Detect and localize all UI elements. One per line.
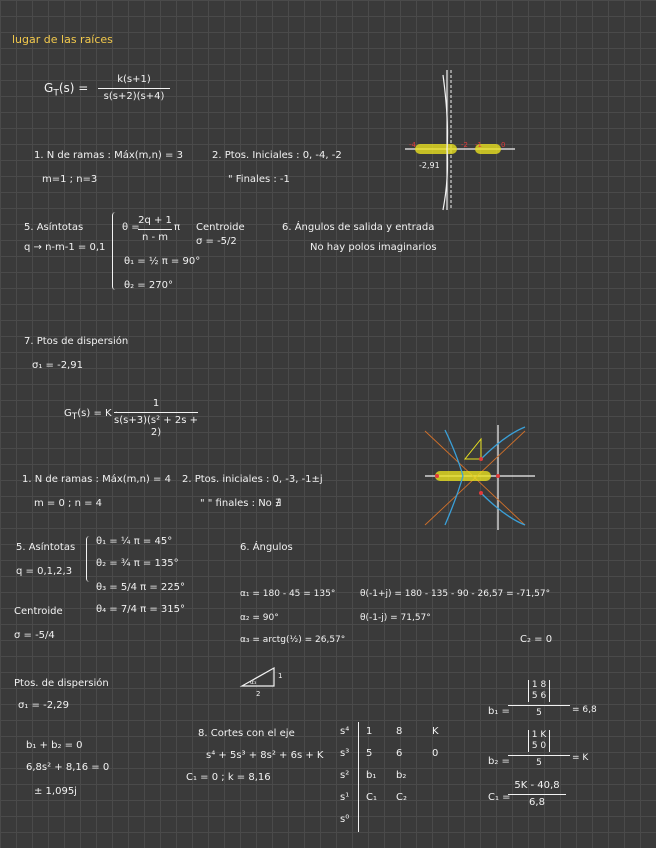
ex1-dispersion-value: σ₁ = -2,91 (32, 360, 83, 371)
b1-value: = 6,8 (572, 705, 597, 715)
b1-denominator: 5 (508, 705, 570, 718)
ex1-fraction (98, 74, 170, 103)
ex2-dispersion-title: Ptos. de dispersión (14, 678, 109, 689)
ex1-pole-mark: -1 (475, 141, 482, 149)
ex1-branches: 1. N de ramas : Máx(m,n) = 3 (34, 150, 183, 161)
det-cell: 1 (531, 680, 538, 690)
det-cell: 8 (540, 680, 547, 690)
b2-fraction (508, 730, 570, 768)
ex2-angles-title: 6. Ángulos (240, 542, 293, 553)
ex1-pole-mark: -2 (461, 141, 468, 149)
ex1-mn: m=1 ; n=3 (42, 174, 98, 185)
routh-cell: 1 (366, 726, 373, 737)
ex2-beta-plus: θ(-1+j) = 180 - 135 - 90 - 26,57 = -71,57° (360, 589, 551, 599)
det-cell: 5 (531, 741, 538, 751)
ex2-theta4: θ₄ = 7/4 π = 315° (96, 604, 185, 615)
ex2-eq1: b₁ + b₂ = 0 (26, 740, 83, 751)
ex2-asymptotes-title: 5. Asíntotas (16, 542, 76, 553)
ex2-root-locus-plot (425, 425, 535, 530)
c1-denominator: 6,8 (529, 797, 545, 808)
routh-cell: b₁ (366, 770, 377, 781)
routh-cell: 0 (432, 748, 439, 759)
det-cell: K (540, 730, 547, 740)
b1-determinant (528, 680, 550, 702)
brace (112, 212, 119, 290)
ex2-g-sub: T (71, 412, 78, 422)
ex1-angles-title: 6. Ángulos de salida y entrada (282, 222, 435, 233)
triangle-side-label: 1 (278, 672, 283, 680)
ex2-alpha1: α₁ = 180 - 45 = 135° (240, 589, 336, 599)
ex1-denominator: s(s+2)(s+4) (103, 91, 165, 102)
brace (86, 536, 93, 582)
ex1-g-label: G (44, 81, 54, 95)
ex2-theta1: θ₁ = ¼ π = 45° (96, 536, 173, 547)
ex2-poles-start: 2. Ptos. iniciales : 0, -3, -1±j (182, 474, 323, 485)
routh-cell: 8 (396, 726, 403, 737)
ex2-alpha2: α₂ = 90° (240, 613, 279, 623)
ex2-char-eq: s⁴ + 5s³ + 8s² + 6s + K (206, 750, 324, 761)
ex2-g-label: G (64, 408, 72, 419)
ex1-theta2: θ₂ = 270° (124, 280, 173, 291)
routh-cell: K (432, 726, 439, 737)
det-cell: 1 (531, 730, 538, 740)
ex1-theta1: θ₁ = ½ π = 90° (124, 256, 201, 267)
ex2-q-range: q = 0,1,2,3 (16, 566, 73, 577)
ex1-theta-eq: θ = (122, 222, 140, 233)
ex1-theta-pi: π (174, 222, 181, 233)
ex2-theta2: θ₂ = ¾ π = 135° (96, 558, 179, 569)
ex1-g-arg: (s) = (58, 81, 89, 95)
angle-triangle-sketch (240, 662, 290, 698)
ex2-branches: 1. N de ramas : Máx(m,n) = 4 (22, 474, 171, 485)
ex1-theta-fraction (138, 215, 172, 244)
b1-fraction (508, 680, 570, 718)
ex1-centroid-label: Centroide (196, 222, 245, 233)
ex1-centroid-value: σ = -5/2 (196, 236, 237, 247)
ex2-g-arg: (s) = K · (77, 408, 118, 419)
ex1-asymptotes-title: 5. Asíntotas (24, 222, 84, 233)
ex2-fraction (114, 398, 198, 439)
routh-cell: C₁ (366, 792, 377, 803)
page-title: lugar de las raíces (12, 33, 113, 46)
routh-cell: 6 (396, 748, 403, 759)
ex2-c2: C₂ = 0 (520, 634, 553, 645)
ex2-centroid-label: Centroide (14, 606, 63, 617)
ex2-centroid-value: σ = -5/4 (14, 630, 55, 641)
ex1-poles-end: " Finales : -1 (228, 174, 290, 185)
fraction-bar (138, 229, 172, 230)
routh-power: s³ (340, 748, 350, 759)
det-cell: 5 (531, 691, 538, 701)
routh-power: s¹ (340, 792, 350, 803)
det-cell: 0 (540, 741, 547, 751)
ex2-beta-minus: θ(-1-j) = 71,57° (360, 613, 431, 623)
ex2-eq3: ± 1,095j (34, 786, 77, 797)
ex2-theta3: θ₃ = 5/4 π = 225° (96, 582, 185, 593)
ex1-breakaway-label: -2,91 (419, 161, 440, 170)
ex1-g-sub: T (53, 88, 59, 99)
ex2-denominator: s(s+3)(s² + 2s + 2) (114, 415, 198, 438)
routh-power: s⁰ (340, 814, 350, 825)
ex2-poles-end: " " finales : No ∄ (200, 498, 282, 509)
ex2-cuts-title: 8. Cortes con el eje (198, 728, 295, 739)
ex1-root-locus-plot (405, 70, 515, 210)
routh-cell: b₂ (396, 770, 407, 781)
ex2-numerator: 1 (152, 398, 160, 409)
c1-label: C₁ = (488, 792, 511, 803)
c1-numerator: 5K - 40,8 (514, 780, 560, 791)
triangle-base-label: 2 (256, 690, 261, 698)
ex1-pole-mark: 0 (501, 141, 506, 149)
ex2-alpha3: α₃ = arctg(½) = 26,57° (240, 635, 346, 645)
fraction-bar (508, 794, 566, 795)
ex1-q-range: q → n-m-1 = 0,1 (24, 242, 106, 253)
ex2-mn: m = 0 ; n = 4 (34, 498, 103, 509)
b2-denominator: 5 (508, 755, 570, 768)
routh-cell: C₂ (396, 792, 407, 803)
det-cell: 6 (540, 691, 547, 701)
ex1-poles-start: 2. Ptos. Iniciales : 0, -4, -2 (212, 150, 342, 161)
ex2-c1-condition: C₁ = 0 ; k = 8,16 (186, 772, 271, 783)
ex1-theta-den: n - m (141, 232, 169, 243)
triangle-angle-label: α₃ (250, 679, 257, 686)
b1-label: b₁ = (488, 706, 510, 717)
routh-power: s² (340, 770, 350, 781)
fraction-bar (98, 88, 170, 89)
c1-fraction (508, 780, 566, 809)
b2-label: b₂ = (488, 756, 510, 767)
ex1-pole-mark: -4 (409, 141, 416, 149)
fraction-bar (114, 412, 198, 413)
routh-divider (358, 722, 359, 832)
b2-value: = K (572, 753, 589, 763)
ex1-theta-num: 2q + 1 (138, 215, 172, 226)
routh-cell: 5 (366, 748, 373, 759)
ex1-numerator: k(s+1) (117, 74, 151, 85)
ex1-angles-note: No hay polos imaginarios (310, 242, 437, 253)
ex2-eq2: 6,8s² + 8,16 = 0 (26, 762, 110, 773)
b2-determinant (528, 730, 551, 752)
routh-power: s⁴ (340, 726, 350, 737)
ex2-dispersion-value: σ₁ = -2,29 (18, 700, 69, 711)
ex1-dispersion-title: 7. Ptos de dispersión (24, 336, 129, 347)
